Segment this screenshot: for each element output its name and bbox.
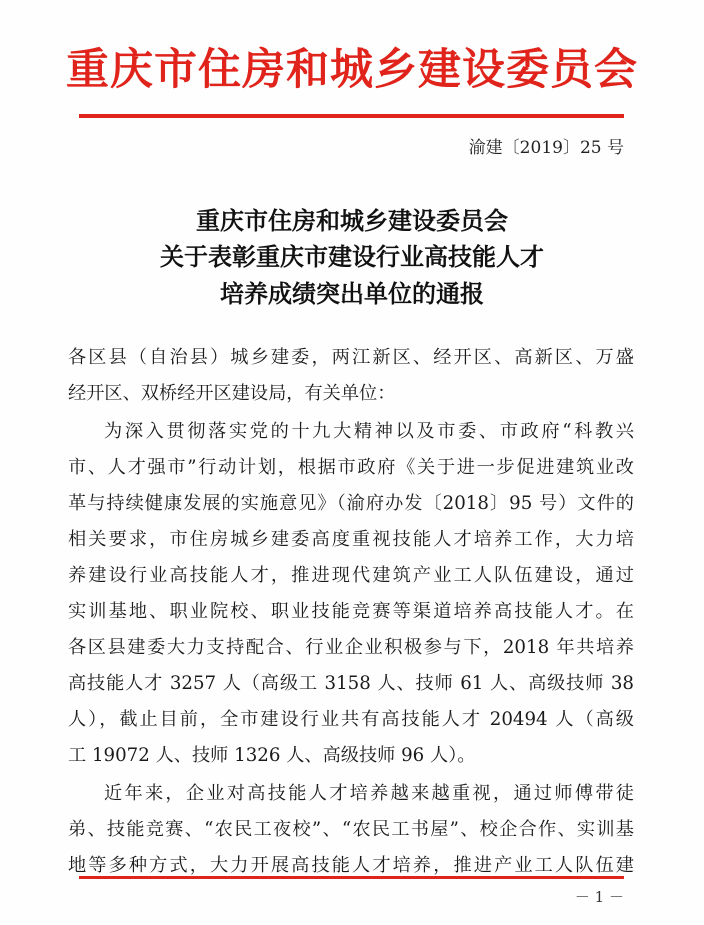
body-paragraph-1-line-10: 工 19072 人、技师 1326 人、高级技师 96 人）。 bbox=[68, 745, 476, 766]
body-paragraph-1-line-2: 市、人才强市”行动计划，根据市政府《关于进一步促进建筑业改 bbox=[68, 457, 634, 478]
addressee-line-1: 各区县（自治县）城乡建委，两江新区、经开区、高新区、万盛 bbox=[68, 347, 634, 368]
body-paragraph-1-line-3: 革与持续健康发展的实施意见》（渝府办发〔2018〕95 号）文件的 bbox=[68, 493, 634, 514]
title-line-1: 重庆市住房和城乡建设委员会 bbox=[196, 206, 508, 235]
body-paragraph-2-line-1: 近年来，企业对高技能人才培养越来越重视，通过师傅带徒 bbox=[104, 783, 634, 804]
body-paragraph-1-line-1: 为深入贯彻落实党的十九大精神以及市委、市政府“科教兴 bbox=[104, 421, 634, 442]
title-line-2: 关于表彰重庆市建设行业高技能人才 bbox=[160, 242, 544, 271]
body-paragraph-1-line-8: 高技能人才 3257 人（高级工 3158 人、技师 61 人、高级技师 38 bbox=[68, 673, 634, 694]
body-paragraph-1-line-6: 实训基地、职业院校、职业技能竞赛等渠道培养高技能人才。在 bbox=[68, 601, 634, 622]
page-number: － 1 － bbox=[574, 888, 624, 906]
body-paragraph-1-line-9: 人），截止目前，全市建设行业共有高技能人才 20494 人（高级 bbox=[68, 709, 634, 730]
body-paragraph-1-line-5: 养建设行业高技能人才，推进现代建筑产业工人队伍建设，通过 bbox=[68, 565, 634, 586]
addressee-line-2: 经开区、双桥经开区建设局，有关单位： bbox=[68, 383, 396, 404]
body-paragraph-1-line-4: 相关要求，市住房城乡建委高度重视技能人才培养工作，大力培 bbox=[68, 529, 634, 550]
body-paragraph-2-line-3: 地等多种方式，大力开展高技能人才培养，推进产业工人队伍建 bbox=[68, 855, 634, 876]
body-paragraph-2-line-2: 弟、技能竞赛、“农民工夜校”、“农民工书屋”、校企合作、实训基 bbox=[68, 819, 634, 840]
title-line-3: 培养成绩突出单位的通报 bbox=[220, 279, 484, 308]
body-paragraph-1-line-7: 各区县建委大力支持配合、行业企业积极参与下，2018 年共培养 bbox=[68, 637, 634, 658]
masthead-title: 重庆市住房和城乡建设委员会 bbox=[66, 45, 638, 95]
masthead-red-rule bbox=[79, 114, 624, 118]
document-number: 渝建〔2019〕25 号 bbox=[468, 138, 624, 158]
footer-red-rule bbox=[79, 876, 624, 879]
